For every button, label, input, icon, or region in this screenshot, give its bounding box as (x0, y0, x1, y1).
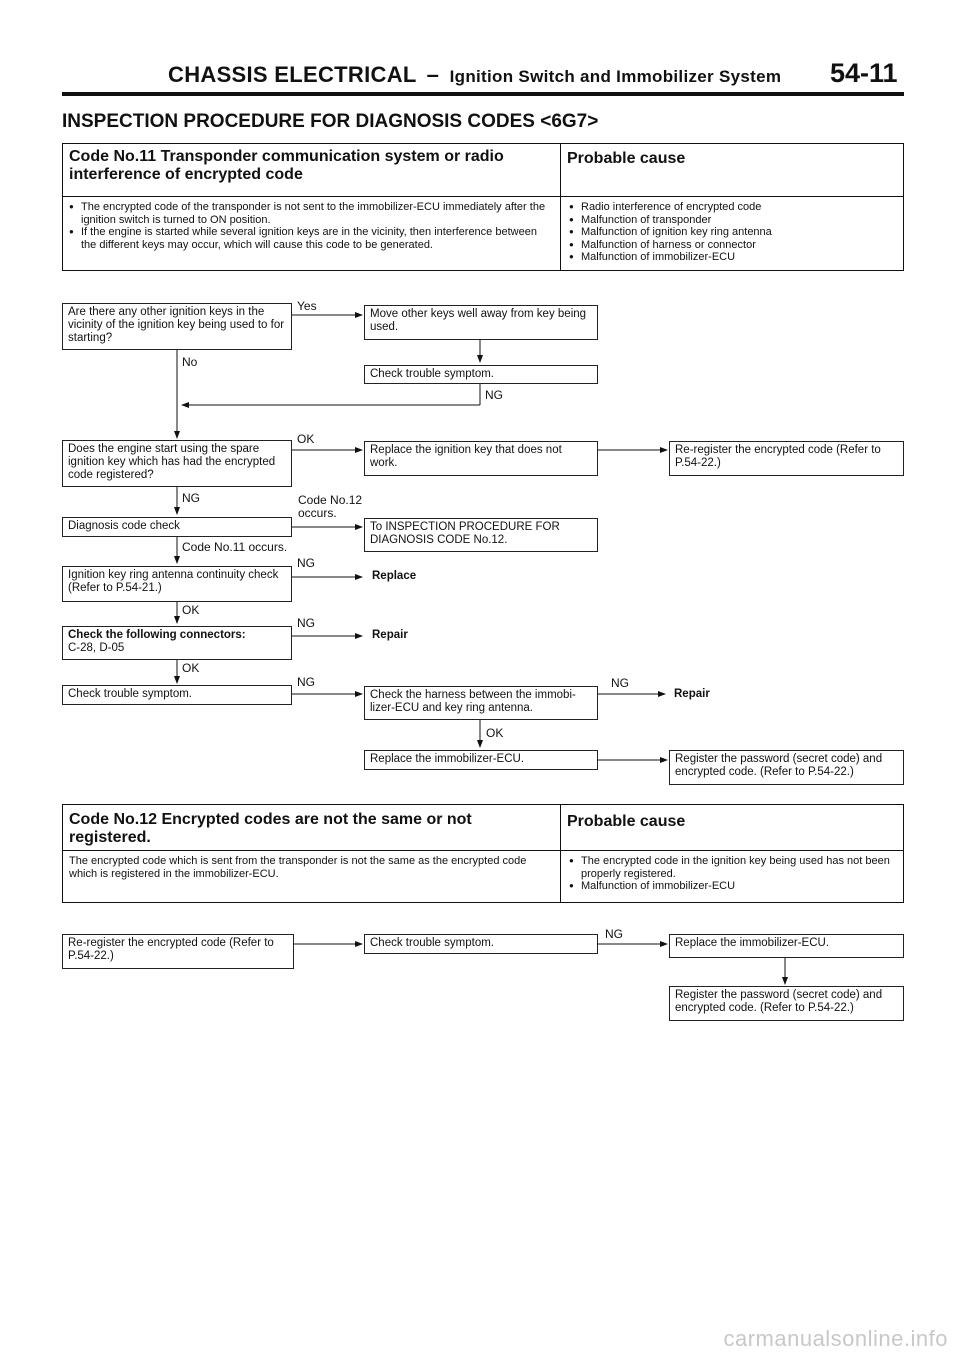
list-item: ● Malfunction of harness or connector (569, 239, 889, 252)
ng-label: NG (297, 556, 315, 570)
code12-description: The encrypted code which is sent from the transponder is not the same as the encrypted code which is registered in the immobilizer-ECU. (69, 855, 527, 880)
question-other-keys: Are there any other ignition keys in the vicinity of the ignition key being used to for starting? (62, 303, 292, 350)
code11-title: Code No.11 Transponder communication system or radio interference of encrypted code (69, 148, 504, 183)
table-divider-h (63, 850, 903, 851)
list-item: ● Malfunction of transponder (569, 214, 889, 227)
subsection-title: Ignition Switch and Immobilizer System (449, 67, 782, 86)
register-password-box-2: Register the password (secret code) and encrypted code. (Refer to P.54-22.) (669, 986, 904, 1021)
yes-label: Yes (297, 299, 317, 313)
check-symptom-3: Check trouble symptom. (364, 934, 598, 954)
list-item: ● If the engine is started while several ignition keys are in the vicinity, then interference between the different keys may occur, which will cause this code to be generated. (69, 226, 551, 251)
check-connectors-title: Check the following connectors: (68, 629, 246, 641)
ok-label: OK (182, 603, 200, 617)
check-connectors-box (62, 626, 292, 660)
check-connectors-list: C-28, D-05 (68, 642, 125, 654)
list-item: ● The encrypted code in the ignition key being used has not been properly registered. (569, 855, 894, 880)
reregister-box-1: Re-register the encrypted code (Refer to P.54-22.) (669, 441, 904, 476)
check-symptom-2: Check trouble symptom. (62, 685, 292, 705)
code12-line1: Code No.12 (298, 493, 363, 507)
code12-table (62, 804, 904, 903)
move-keys-box: Move other keys well away from key being used. (364, 305, 598, 340)
diagnosis-code-check: Diagnosis code check (62, 517, 292, 537)
register-password-box-1: Register the password (secret code) and encrypted code. (Refer to P.54-22.) (669, 750, 904, 785)
replace-ecu-box-2: Replace the immobilizer-ECU. (669, 934, 904, 958)
replace-ecu-box-1: Replace the immobilizer-ECU. (364, 750, 598, 770)
replace-action: Replace (372, 570, 417, 582)
table-divider-v (560, 805, 561, 902)
list-item: ● Malfunction of ignition key ring antenna (569, 226, 889, 239)
list-item: ● Malfunction of immobilizer-ECU (569, 251, 889, 264)
page-title: INSPECTION PROCEDURE FOR DIAGNOSIS CODES <6G7> (62, 111, 599, 132)
reregister-box-2: Re-register the encrypted code (Refer to P.54-22.) (62, 934, 294, 969)
to-procedure-12-box: To INSPECTION PROCEDURE FOR DIAGNOSIS CODE No.12. (364, 518, 598, 552)
ng-label: NG (297, 675, 315, 689)
list-item: ● Radio interference of encrypted code (569, 201, 889, 214)
ng-label: NG (182, 491, 200, 505)
header-dash: – (426, 62, 440, 87)
ng-label: NG (611, 676, 629, 690)
code12-probable-cause-label: Probable cause (567, 813, 686, 830)
code11-occurs-label: Code No.11 occurs. (182, 540, 288, 554)
page-number: 54-11 (830, 58, 898, 88)
antenna-check-box: Ignition key ring antenna continuity check (Refer to P.54-21.) (62, 566, 292, 602)
code12-line2: occurs. (298, 506, 337, 520)
no-label: No (182, 355, 198, 369)
code12-title: Code No.12 Encrypted codes are not the same or not registered. (69, 811, 472, 846)
ng-label: NG (605, 927, 623, 941)
code12-causes-list (569, 855, 894, 893)
check-harness-box: Check the harness between the immobi-lizer-ECU and key ring antenna. (364, 686, 598, 720)
code12-occurs-label (298, 494, 362, 520)
question-spare-key: Does the engine start using the spare ignition key which has had the encrypted code registered? (62, 440, 292, 487)
ok-label: OK (297, 432, 315, 446)
list-item: ● Malfunction of immobilizer-ECU (569, 880, 894, 893)
repair-action-1: Repair (372, 629, 408, 641)
replace-key-box: Replace the ignition key that does not work. (364, 441, 598, 476)
section-title: CHASSIS ELECTRICAL (168, 62, 417, 87)
repair-action-2: Repair (674, 688, 710, 700)
check-symptom-1: Check trouble symptom. (364, 365, 598, 384)
ng-label: NG (297, 616, 315, 630)
list-item: ● The encrypted code of the transponder is not sent to the immobilizer-ECU immediately after the ignition switch is turned to ON position. (69, 201, 551, 226)
ok-label: OK (486, 726, 504, 740)
watermark-text: carmanualsonline.info (723, 1326, 948, 1351)
code11-probable-cause-label: Probable cause (567, 150, 686, 167)
ng-label: NG (485, 388, 503, 402)
ok-label: OK (182, 661, 200, 675)
